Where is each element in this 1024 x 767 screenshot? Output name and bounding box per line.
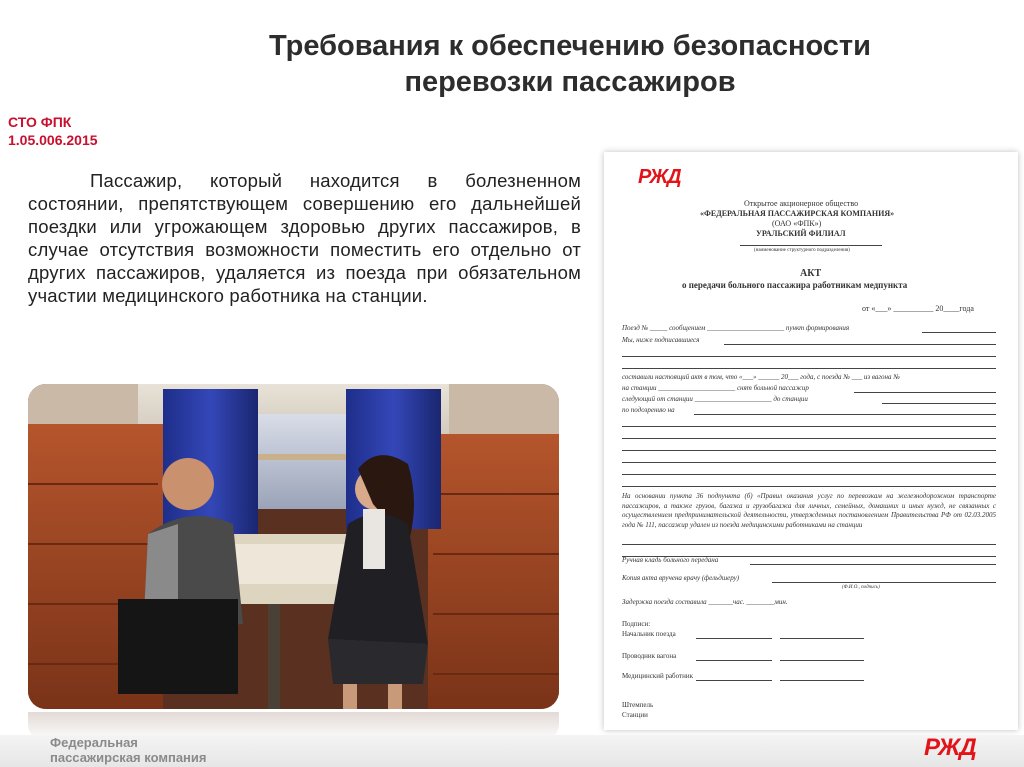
org-underline bbox=[740, 245, 882, 246]
act-subtitle: о передачи больного пассажира работникам медпункта bbox=[682, 280, 908, 290]
standard-reference bbox=[8, 113, 98, 149]
signature-conductor-line-2 bbox=[780, 660, 864, 661]
field-delay: Задержка поезда составила _______час. ________мин. bbox=[622, 598, 788, 606]
rzd-logo: РЖД bbox=[638, 166, 681, 188]
footer-company-line2: пассажирская компания bbox=[50, 750, 207, 765]
stamp-label-1: Штемпель bbox=[622, 701, 654, 709]
field-copy-caption: (Ф.И.О., подпись) bbox=[842, 585, 880, 590]
field-train: Поезд № _____ сообщением ______________________ пункт формирования bbox=[622, 324, 850, 332]
blank-line-5 bbox=[622, 450, 996, 451]
org-caption: (наименование структурного подразделения) bbox=[754, 248, 850, 253]
act-date: от «___» __________ 20____года bbox=[862, 304, 974, 313]
field-station: на станции ______________________ снят больной пассажир bbox=[622, 384, 809, 392]
field-suspicion-line bbox=[694, 414, 996, 415]
field-route-line bbox=[882, 403, 996, 404]
field-luggage: Ручная кладь больного передана bbox=[622, 556, 719, 564]
org-line-2: «ФЕДЕРАЛЬНАЯ ПАССАЖИРСКАЯ КОМПАНИЯ» bbox=[700, 209, 895, 218]
field-signers: Мы, ниже подписавшиеся bbox=[622, 336, 700, 344]
signature-medic: Медицинский работник bbox=[622, 672, 693, 680]
blank-line-7 bbox=[622, 474, 996, 475]
signatures-title: Подписи: bbox=[622, 620, 651, 628]
org-line-1: Открытое акционерное общество bbox=[744, 199, 859, 208]
signature-conductor-line-1 bbox=[696, 660, 772, 661]
blank-line-2 bbox=[622, 368, 996, 369]
signature-medic-line-1 bbox=[696, 680, 772, 681]
compartment-illustration bbox=[28, 384, 559, 709]
standard-number: 1.05.006.2015 bbox=[8, 132, 98, 148]
standard-code: СТО ФПК bbox=[8, 114, 72, 130]
slide-title bbox=[200, 28, 940, 100]
train-compartment-photo bbox=[28, 384, 559, 709]
org-line-3: (ОАО «ФПК») bbox=[772, 219, 822, 228]
field-signers-line bbox=[724, 344, 996, 345]
field-composed: составили настоящий акт в том, что «___» ______ 20___ года, с поезда № ___ из вагона № bbox=[622, 373, 900, 381]
field-copy-line bbox=[772, 582, 996, 583]
field-suspicion: по подозрению на bbox=[622, 406, 675, 414]
org-line-4: УРАЛЬСКИЙ ФИЛИАЛ bbox=[756, 229, 846, 238]
slide-title-line1: Требования к обеспечению безопасности bbox=[269, 30, 871, 62]
footer-rzd-logo: РЖД bbox=[924, 734, 976, 761]
signature-train-chief-line-1 bbox=[696, 638, 772, 639]
rule-paragraph: Пассажир, который находится в болезненном состоянии, препятствующем совершению его дальнейшей поездки или угрожающем здоровью других пассажиров, в случае отсутствия возможности поместить его отдельно от других пассажиров, удаляется из поезда при обязательном участии медицинского работника на станции. bbox=[28, 170, 581, 306]
slide-title-line2: перевозки пассажиров bbox=[404, 66, 736, 98]
footer-company bbox=[50, 735, 206, 765]
field-route: следующий от станции ______________________ до станции bbox=[622, 395, 808, 403]
blank-line-6 bbox=[622, 462, 996, 463]
field-train-line bbox=[922, 332, 996, 333]
act-document bbox=[604, 152, 1018, 730]
act-title: АКТ bbox=[800, 268, 822, 279]
stamp-label-2: Станции bbox=[622, 711, 648, 719]
signature-medic-line-2 bbox=[780, 680, 864, 681]
blank-line-8 bbox=[622, 486, 996, 487]
signature-train-chief: Начальник поезда bbox=[622, 630, 676, 638]
blank-line-4 bbox=[622, 438, 996, 439]
field-legal-basis: На основании пункта 36 подпункта (б) «Правил оказания услуг по перевозкам на железнодорожном транспорте пассажиров, а также грузов, багажа и грузобагажа для личных, семейных, домашних и иных нужд, не связанных с осуществлением предпринимательской деятельности, утвержденных постановлением Правительства РФ от 02.03.2005 года № 111, пассажир удален из поезда медицинскими работниками на станции bbox=[622, 492, 996, 529]
blank-line-9 bbox=[622, 544, 996, 545]
footer-company-line1: Федеральная bbox=[50, 735, 138, 750]
signature-conductor: Проводник вагона bbox=[622, 652, 677, 660]
signature-train-chief-line-2 bbox=[780, 638, 864, 639]
field-copy: Копия акта вручена врачу (фельдшеру) bbox=[622, 574, 740, 582]
field-station-line bbox=[854, 392, 996, 393]
blank-line-1 bbox=[622, 356, 996, 357]
field-luggage-line bbox=[750, 564, 996, 565]
blank-line-3 bbox=[622, 426, 996, 427]
